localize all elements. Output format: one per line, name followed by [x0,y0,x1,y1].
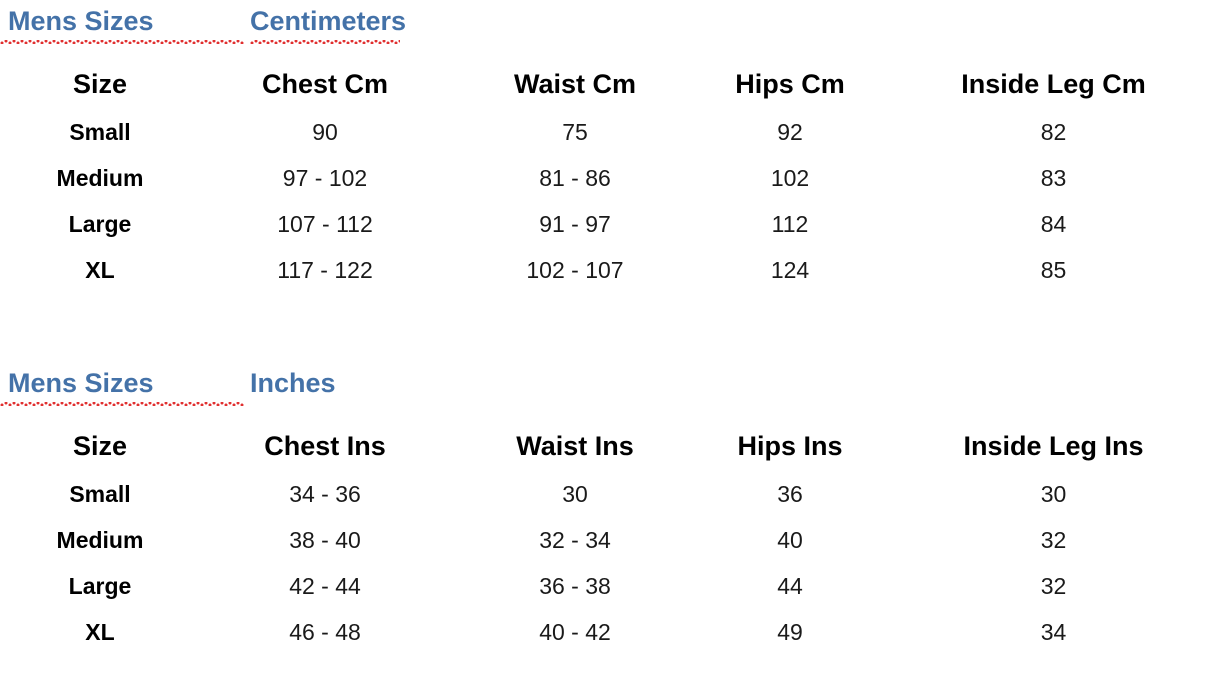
section-heading-unit: Centimeters [250,6,407,36]
table-row [0,109,1227,155]
section-centimeters [0,6,1227,293]
cell-size: Small [69,118,131,145]
size-table-centimeters [0,59,1227,293]
column-header-inside-leg: Inside Leg Cm [961,68,1146,99]
column-header-hips: Hips Cm [735,68,845,99]
cell-waist: 91 - 97 [539,210,611,237]
cell-hips: 112 [771,210,809,237]
table-row [0,609,1227,655]
cell-size: Medium [56,164,144,191]
cell-inside-leg: 84 [1040,210,1067,237]
cell-waist: 40 - 42 [539,618,611,645]
cell-inside-leg: 32 [1040,572,1067,599]
cell-chest: 97 - 102 [282,164,368,191]
cell-chest: 34 - 36 [289,480,361,507]
table-row [0,563,1227,609]
cell-waist: 102 - 107 [526,256,624,283]
cell-inside-leg: 83 [1040,164,1067,191]
column-header-chest: Chest Ins [264,430,386,461]
table-row [0,155,1227,201]
cell-hips: 44 [777,572,803,599]
cell-chest: 117 - 122 [277,256,373,283]
cell-hips: 102 [770,164,810,191]
table-row [0,517,1227,563]
cell-chest: 38 - 40 [289,526,361,553]
table-row [0,201,1227,247]
cell-size: XL [85,256,115,283]
cell-chest: 90 [312,118,338,145]
cell-waist: 81 - 86 [539,164,611,191]
column-header-inside-leg: Inside Leg Ins [963,430,1144,461]
section-heading-row [0,6,1227,37]
cell-chest: 46 - 48 [289,618,361,645]
section-heading-unit: Inches [250,368,336,398]
column-header-hips: Hips Ins [737,430,843,461]
cell-waist: 75 [562,118,588,145]
cell-waist: 30 [562,480,588,507]
cell-inside-leg: 82 [1040,118,1067,145]
cell-inside-leg: 30 [1040,480,1067,507]
cell-inside-leg: 85 [1040,256,1067,283]
cell-hips: 124 [770,256,810,283]
cell-size: Large [68,210,132,237]
cell-hips: 92 [777,118,803,145]
column-header-size: Size [72,430,128,461]
section-heading-mens-sizes: Mens Sizes [0,368,250,399]
column-header-size: Size [72,68,128,99]
section-inches [0,368,1227,655]
cell-waist: 32 - 34 [539,526,611,553]
cell-size: Medium [56,526,144,553]
column-header-chest: Chest Cm [261,68,389,99]
cell-inside-leg: 34 [1040,618,1067,645]
cell-hips: 36 [777,480,803,507]
cell-inside-leg: 32 [1040,526,1067,553]
size-table-inches [0,421,1227,655]
section-heading-mens-sizes: Mens Sizes [0,6,250,37]
table-row [0,471,1227,517]
cell-hips: 49 [777,618,803,645]
cell-size: XL [85,618,115,645]
table-header-row [0,421,1227,471]
cell-hips: 40 [777,526,803,553]
column-header-waist: Waist Cm [513,68,636,99]
cell-size: Small [69,480,131,507]
table-row [0,247,1227,293]
table-header-row [0,59,1227,109]
column-header-waist: Waist Ins [516,430,634,461]
cell-chest: 107 - 112 [277,210,373,237]
cell-chest: 42 - 44 [289,572,361,599]
cell-waist: 36 - 38 [539,572,611,599]
cell-size: Large [68,572,132,599]
section-heading-row [0,368,1227,399]
